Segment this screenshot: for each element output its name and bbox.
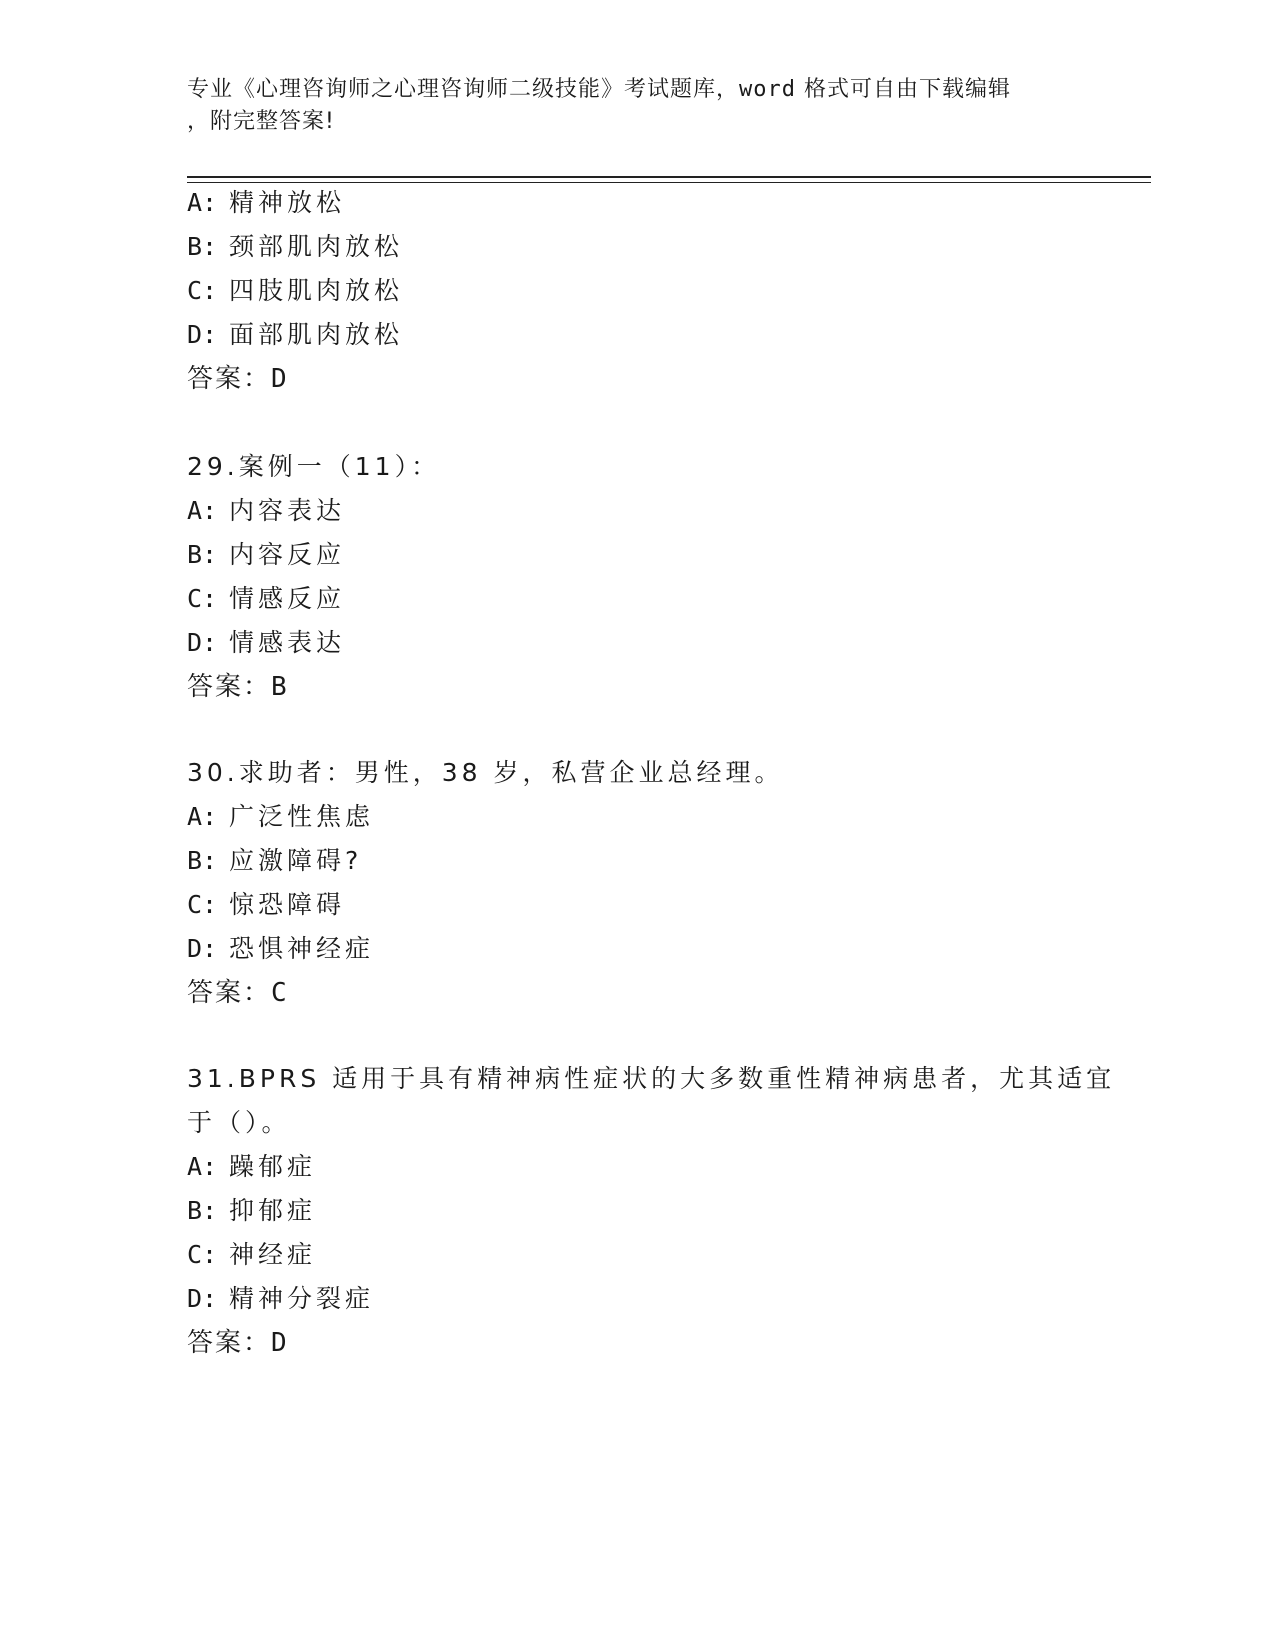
- option-text: 四肢肌肉放松: [217, 276, 404, 305]
- answer-line: [187, 978, 289, 1008]
- option-d: [187, 628, 345, 658]
- question-30: 30.求助者：男性，38 岁，私营企业总经理。: [187, 758, 784, 787]
- option-text: 面部肌肉放松: [217, 320, 404, 349]
- option-text: 颈部肌肉放松: [217, 232, 404, 261]
- document-header: [187, 74, 1067, 138]
- option-a: [187, 188, 345, 218]
- option-letter: C:: [187, 1240, 218, 1269]
- option-letter: D:: [187, 628, 218, 657]
- option-text: 应激障碍?: [217, 846, 363, 875]
- option-letter: C:: [187, 276, 218, 305]
- header-title-word: word: [739, 77, 796, 102]
- header-line-2: ，附完整答案!: [187, 109, 335, 134]
- question-31-line-1: 31.BPRS 适用于具有精神病性症状的大多数重性精神病患者，尤其适宜: [187, 1064, 1116, 1093]
- answer-label: 答案：: [187, 978, 272, 1008]
- option-letter: C:: [187, 584, 218, 613]
- option-text: 内容反应: [217, 540, 346, 569]
- option-b: [187, 1196, 316, 1226]
- option-letter: D:: [187, 320, 218, 349]
- option-letter: B:: [187, 540, 218, 569]
- answer-value: D: [271, 364, 289, 394]
- option-letter: D:: [187, 1284, 218, 1313]
- option-letter: D:: [187, 934, 218, 963]
- option-text: 情感表达: [217, 628, 346, 657]
- option-b: [187, 846, 362, 876]
- option-text: 内容表达: [217, 496, 346, 525]
- header-title-part1: 专业《心理咨询师之心理咨询师二级技能》考试题库，: [187, 77, 740, 102]
- answer-line: [187, 672, 289, 702]
- option-c: [187, 584, 345, 614]
- option-c: [187, 276, 403, 306]
- header-title-part2: 格式可自由下载编辑: [796, 77, 1011, 102]
- option-a: [187, 1152, 316, 1182]
- option-d: [187, 320, 403, 350]
- question-31-line-2: 于（）。: [187, 1108, 291, 1137]
- option-letter: B:: [187, 1196, 218, 1225]
- option-d: [187, 934, 374, 964]
- option-letter: A:: [187, 188, 218, 217]
- option-letter: B:: [187, 846, 218, 875]
- answer-value: D: [271, 1328, 289, 1358]
- option-d: [187, 1284, 374, 1314]
- option-text: 广泛性焦虑: [217, 802, 375, 831]
- option-b: [187, 540, 345, 570]
- option-a: [187, 802, 374, 832]
- option-text: 精神分裂症: [217, 1284, 375, 1313]
- header-divider-thick: [187, 176, 1151, 178]
- answer-line: [187, 364, 289, 394]
- answer-value: C: [271, 978, 289, 1008]
- option-letter: A:: [187, 802, 218, 831]
- option-text: 躁郁症: [217, 1152, 317, 1181]
- option-letter: A:: [187, 1152, 218, 1181]
- option-text: 精神放松: [217, 188, 346, 217]
- option-a: [187, 496, 345, 526]
- option-c: [187, 1240, 316, 1270]
- option-letter: B:: [187, 232, 218, 261]
- answer-line: [187, 1328, 289, 1358]
- option-letter: A:: [187, 496, 218, 525]
- option-text: 情感反应: [217, 584, 346, 613]
- answer-label: 答案：: [187, 672, 272, 702]
- option-text: 恐惧神经症: [217, 934, 375, 963]
- option-b: [187, 232, 403, 262]
- answer-label: 答案：: [187, 364, 272, 394]
- header-line-1: [187, 74, 1067, 106]
- option-letter: C:: [187, 890, 218, 919]
- answer-label: 答案：: [187, 1328, 272, 1358]
- option-text: 惊恐障碍: [217, 890, 346, 919]
- question-29: 29.案例一（11）：: [187, 452, 441, 481]
- answer-value: B: [271, 672, 289, 702]
- header-divider-thin: [187, 182, 1151, 183]
- option-text: 抑郁症: [217, 1196, 317, 1225]
- option-text: 神经症: [217, 1240, 317, 1269]
- option-c: [187, 890, 345, 920]
